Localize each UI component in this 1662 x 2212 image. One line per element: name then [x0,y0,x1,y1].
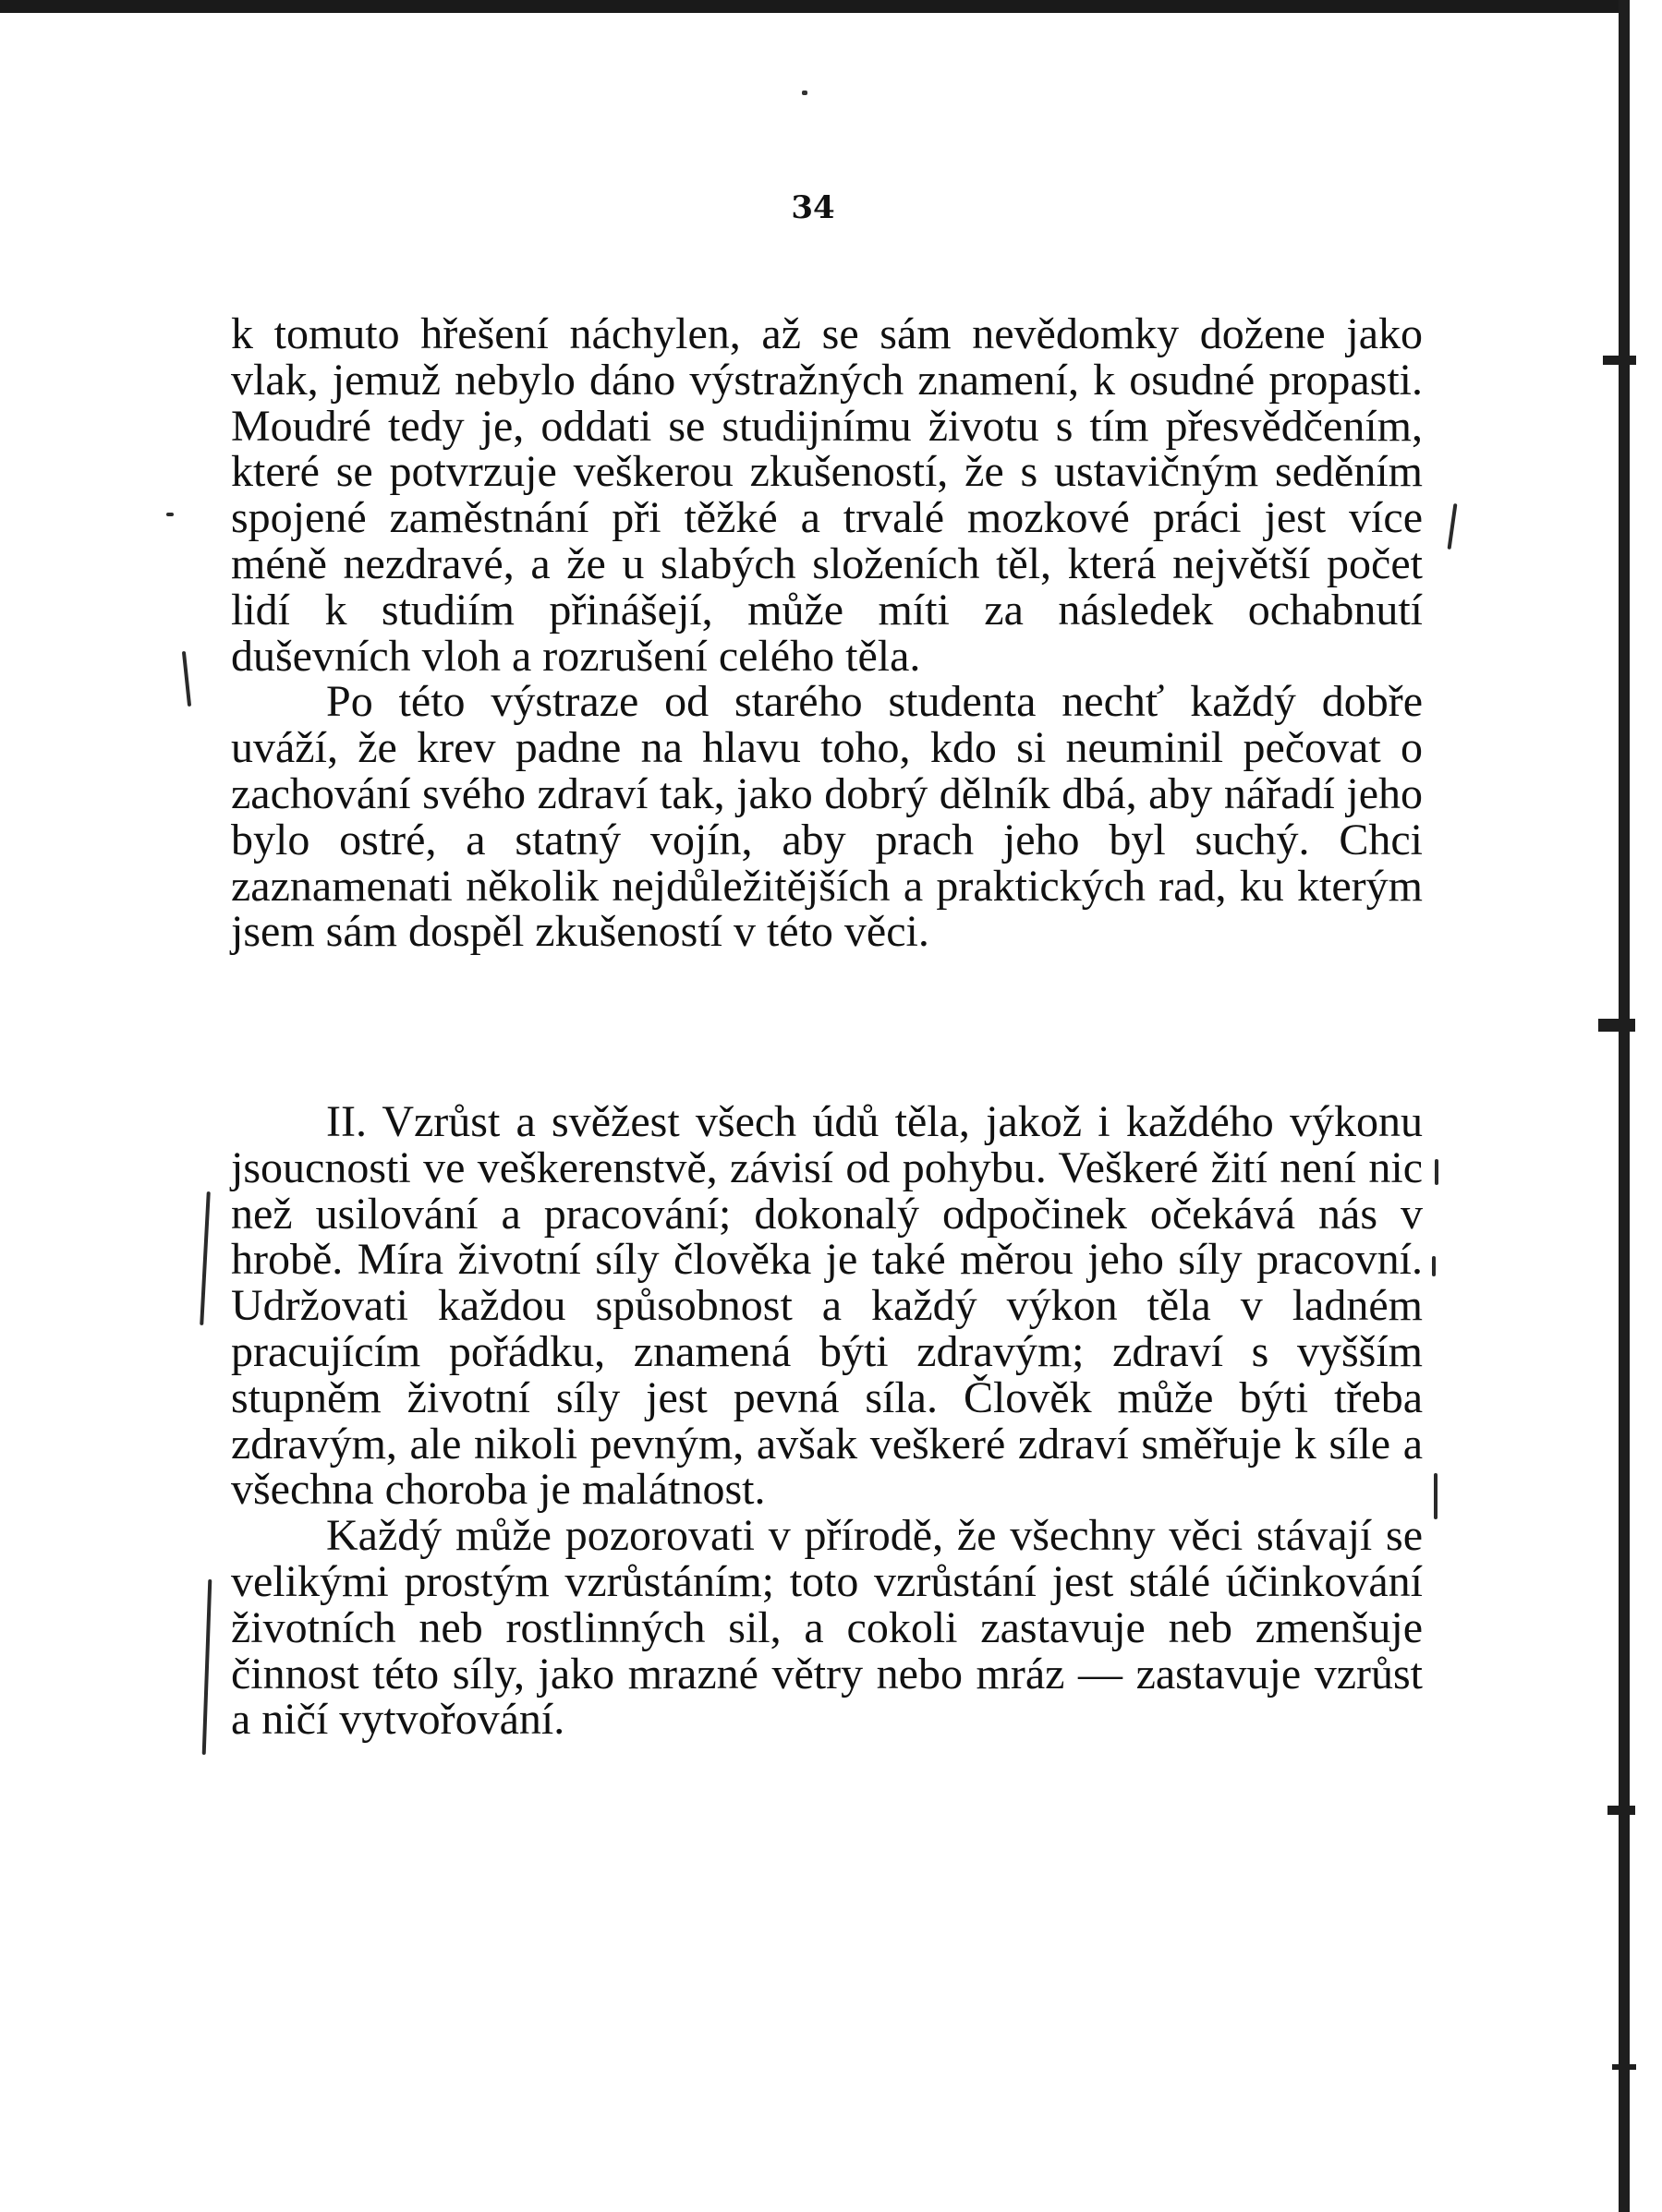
scan-top-edge [0,0,1626,13]
text-block-1 [231,311,1423,955]
edge-tick [1607,1806,1635,1815]
margin-mark [1448,503,1458,550]
margin-mark [182,651,191,707]
margin-mark [1435,1159,1438,1185]
scan-margin [1632,0,1662,2212]
edge-tick [1603,356,1636,365]
paragraph: k tomuto hřešení náchylen, až se sám nevědomky dožene jako vlak, jemuž nebylo dáno výstražných znamení, k osudné propasti. Moudré tedy je, oddati se studijnímu životu s tím přesvědčením, které se potvrzuje veškerou zkušeností, že s ustavičným seděním spojené zaměstnání při těžké a trvalé mozkové práci jest více méně nezdravé, a že u slabých složeních těl, která největší počet lidí k studiím přinášejí, může míti za následek ochabnutí duševních vloh a rozrušení celého těla. [231,309,1423,681]
margin-mark [200,1191,211,1325]
edge-tick [1612,2064,1636,2070]
margin-mark [1434,1473,1438,1519]
margin-mark [166,513,174,516]
text-block-2 [231,1099,1423,1743]
paragraph: Po této výstraze od starého studenta nechť každý dobře uváží, že krev padne na hlavu toho, kdo si neuminil pečovat o zachování svého zdraví tak, jako dobrý dělník dbá, aby nářadí jeho bylo ostré, a statný vojín, aby prach jeho byl suchý. Chci zaznamenati několik nejdůležitějších a praktických rad, ku kterým jsem sám dospěl zkušeností v této věci. [231,677,1423,957]
scan-right-edge [1619,0,1630,2212]
paragraph: Každý může pozorovati v přírodě, že všechny věci stávají se velikými prostým vzrůstáním; toto vzrůstání jest stálé účinkování životních neb rostlinných sil, a cokoli zastavuje neb zmenšuje činnost této síly, jako mrazné větry nebo mráz — zastavuje vzrůst a ničí vytvořování. [231,1511,1423,1745]
page-number: 34 [791,189,835,226]
paragraph: II. Vzrůst a svěžest všech údů těla, jakož i každého výkonu jsoucnosti ve veškerenstvě, závisí od pohybu. Veškeré žití není nic než usilování a pracování; dokonalý odpočinek očekává nás v hrobě. Míra životní síly člověka je také měrou jeho síly pracovní. Udržovati každou spůsobnost a každý výkon těla v ladném pracujícím pořádku, znamená býti zdravým; zdraví s vyšším stupněm životní síly jest pevná síla. Člověk může býti třeba zdravým, ale nikoli pevným, avšak veškeré zdraví směřuje k síle a všechna choroba je malátnost. [231,1097,1423,1515]
margin-mark [202,1579,212,1755]
edge-tick [1598,1019,1635,1032]
margin-mark [1432,1256,1436,1276]
ink-dot [802,91,807,95]
